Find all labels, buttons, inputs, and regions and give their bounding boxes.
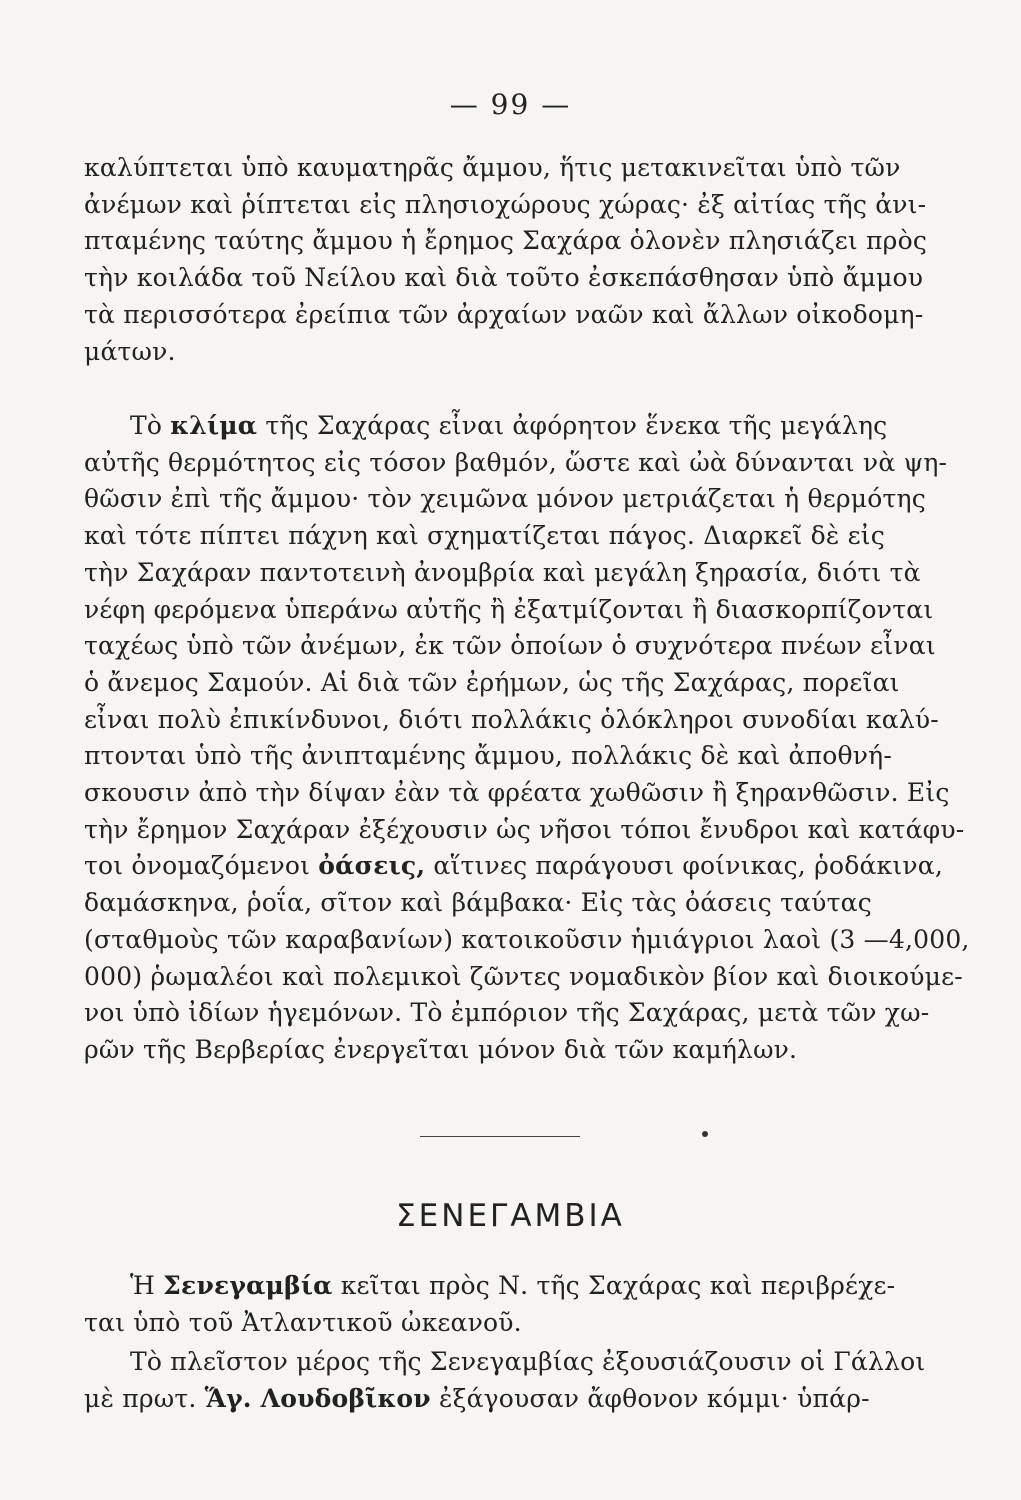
section-heading: ΣΕΝΕΓΑΜΒΙΑ: [396, 1198, 625, 1234]
text-line: ἀνέμων καὶ ῥίπτεται εἰς πλησιοχώρους χώρας· ἐξ αἰτίας τῆς ἀνι-: [84, 189, 927, 219]
text-line: [84, 848, 944, 885]
text-line: ταχέως ὑπὸ τῶν ἀνέμων, ἐκ τῶν ὁποίων ὁ συχνότερα πνέων εἶναι: [84, 631, 936, 661]
emphasized-term: ὀάσεις,: [318, 851, 426, 881]
text-span: τῆς Σαχάρας εἶναι ἀφόρητον ἕνεκα τῆς μεγάλης: [265, 411, 888, 440]
text-line: τὰ περισσότερα ἐρείπια τῶν ἀρχαίων ναῶν καὶ ἄλλων οἰκοδομη-: [84, 299, 924, 329]
text-span: Τὸ: [130, 411, 163, 440]
text-line: αὐτῆς θερμότητος εἰς τόσον βαθμόν, ὥστε καὶ ὠὰ δύνανται νὰ ψη-: [84, 447, 948, 477]
text-line: [84, 1268, 896, 1305]
text-line: νέφη φερόμενα ὑπεράνω αὐτῆς ἢ ἐξατμίζονται ἢ διασκορπίζονται: [84, 594, 934, 624]
paragraph-1: [84, 150, 928, 370]
text-line: τὴν ἔρημον Σαχάραν ἐξέχουσιν ὡς νῆσοι τόποι ἔνυδροι καὶ κατάφυ-: [84, 814, 965, 844]
text-line: σκουσιν ἀπὸ τὴν δίψαν ἐὰν τὰ φρέατα χωθῶσιν ἢ ξηρανθῶσιν. Εἰς: [84, 778, 950, 808]
paragraph-2: [84, 408, 970, 1069]
emphasized-term: κλίμα: [170, 411, 258, 440]
text-span: Ἡ: [130, 1271, 156, 1300]
text-line: 000) ῥωμαλέοι καὶ πολεμικοὶ ζῶντες νομαδικὸν βίον καὶ διοικούμε-: [84, 961, 963, 991]
emphasized-term: Σενεγαμβία: [163, 1271, 333, 1300]
text-line: (σταθμοὺς τῶν καραβανίων) κατοικοῦσιν ἡμιάγριοι λαοὶ (3 —4,000,: [84, 924, 970, 954]
text-line: μάτων.: [84, 336, 176, 366]
text-line: πτονται ὑπὸ τῆς ἀνιπταμένης ἄμμου, πολλάκις δὲ καὶ ἀποθνή-: [84, 741, 892, 771]
text-line: ται ὑπὸ τοῦ Ἀτλαντικοῦ ὠκεανοῦ.: [84, 1307, 522, 1337]
text-line: [84, 1381, 884, 1418]
text-span: τοι ὀνομαζόμενοι: [84, 851, 311, 881]
text-line: [84, 408, 888, 445]
emphasized-term: Ἅγ. Λουδοβῖκον: [204, 1383, 431, 1413]
text-line: καλύπτεται ὑπὸ καυματηρᾶς ἄμμου, ἥτις μετακινεῖται ὑπὸ τῶν: [84, 153, 901, 182]
text-line: τὴν Σαχάραν παντοτεινὴ ἀνομβρία καὶ μεγάλη ξηρασία, διότι τὰ: [84, 557, 921, 587]
paragraph-3: [84, 1268, 896, 1341]
text-line: δαμάσκηνα, ῥοΐα, σῖτον καὶ βάμβακα· Εἰς τὰς ὀάσεις ταύτας: [84, 888, 872, 918]
text-line: πταμένης ταύτης ἄμμου ἡ ἔρημος Σαχάρα ὁλονὲν πλησιάζει πρὸς: [84, 226, 928, 256]
text-span: μὲ πρωτ.: [84, 1383, 197, 1413]
text-span: ἐξάγουσαν ἄφθονον κόμμι· ὑπάρ-: [439, 1383, 870, 1413]
text-line: τὴν κοιλάδα τοῦ Νείλου καὶ διὰ τοῦτο ἐσκεπάσθησαν ὑπὸ ἄμμου: [84, 263, 924, 293]
section-divider: [420, 1136, 580, 1137]
text-line: εἶναι πολὺ ἐπικίνδυνοι, διότι πολλάκις ὁλόκληροι συνοδίαι καλύ-: [84, 704, 939, 734]
text-line: θῶσιν ἐπὶ τῆς ἄμμου· τὸν χειμῶνα μόνον μετριάζεται ἡ θερμότης: [84, 484, 926, 514]
divider-dot: [702, 1131, 708, 1137]
text-span: κεῖται πρὸς Ν. τῆς Σαχάρας καὶ περιβρέχε-: [340, 1271, 896, 1300]
text-span: αἵτινες παράγουσι φοίνικας, ῥοδάκινα,: [433, 851, 944, 881]
text-line: καὶ τότε πίπτει πάχνη καὶ σχηματίζεται πάγος. Διαρκεῖ δὲ εἰς: [84, 521, 885, 551]
text-line: ρῶν τῆς Βερβερίας ἐνεργεῖται μόνον διὰ τῶν καμήλων.: [84, 1034, 798, 1064]
page-number: — 99 —: [449, 88, 572, 121]
text-line: Τὸ πλεῖστον μέρος τῆς Σενεγαμβίας ἐξουσιάζουσιν οἱ Γάλλοι: [130, 1347, 926, 1376]
text-line: ὁ ἄνεμος Σαμούν. Αἱ διὰ τῶν ἐρήμων, ὡς τῆς Σαχάρας, πορεῖαι: [84, 667, 900, 697]
paragraph-4: [84, 1344, 926, 1417]
text-line: νοι ὑπὸ ἰδίων ἡγεμόνων. Τὸ ἐμπόριον τῆς Σαχάρας, μετὰ τῶν χω-: [84, 998, 930, 1028]
